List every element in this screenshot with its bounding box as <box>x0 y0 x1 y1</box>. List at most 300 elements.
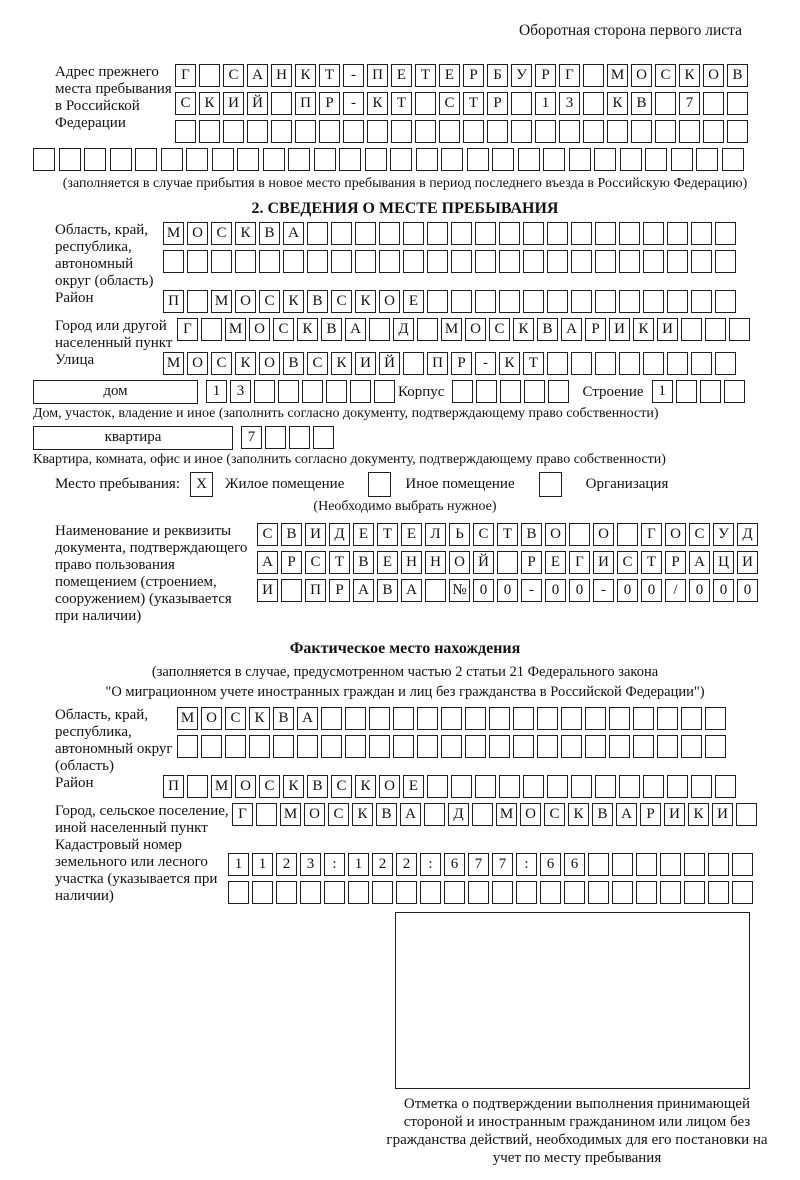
char-cell[interactable]: С <box>175 92 196 115</box>
char-cell[interactable] <box>265 426 286 449</box>
other-premises-checkbox[interactable] <box>368 472 391 497</box>
char-cell[interactable]: Р <box>585 318 606 341</box>
char-cell[interactable] <box>487 120 508 143</box>
char-cell[interactable] <box>451 290 472 313</box>
char-cell[interactable] <box>263 148 285 171</box>
char-cell[interactable] <box>403 250 424 273</box>
char-cell[interactable]: П <box>305 579 326 602</box>
char-cell[interactable]: А <box>257 551 278 574</box>
char-cell[interactable]: И <box>657 318 678 341</box>
char-cell[interactable]: О <box>379 775 400 798</box>
char-cell[interactable]: - <box>521 579 542 602</box>
char-cell[interactable]: И <box>223 92 244 115</box>
char-cell[interactable]: О <box>235 290 256 313</box>
char-cell[interactable] <box>513 707 534 730</box>
char-cell[interactable] <box>595 352 616 375</box>
char-cell[interactable]: - <box>343 64 364 87</box>
char-cell[interactable]: Н <box>401 551 422 574</box>
char-cell[interactable] <box>416 148 438 171</box>
char-cell[interactable]: Р <box>535 64 556 87</box>
char-cell[interactable]: О <box>631 64 652 87</box>
char-cell[interactable]: С <box>305 551 326 574</box>
char-cell[interactable]: И <box>355 352 376 375</box>
char-cell[interactable]: - <box>475 352 496 375</box>
char-cell[interactable]: 1 <box>652 380 673 403</box>
char-cell[interactable]: В <box>376 803 397 826</box>
char-cell[interactable] <box>297 735 318 758</box>
char-cell[interactable]: : <box>420 853 441 876</box>
char-cell[interactable]: Т <box>377 523 398 546</box>
char-cell[interactable] <box>256 803 277 826</box>
char-cell[interactable] <box>369 735 390 758</box>
char-cell[interactable]: В <box>592 803 613 826</box>
char-cell[interactable]: О <box>449 551 470 574</box>
char-cell[interactable]: 6 <box>444 853 465 876</box>
char-cell[interactable] <box>372 881 393 904</box>
char-cell[interactable]: 1 <box>535 92 556 115</box>
char-cell[interactable]: 2 <box>276 853 297 876</box>
char-cell[interactable] <box>273 735 294 758</box>
char-cell[interactable]: Т <box>497 523 518 546</box>
char-cell[interactable] <box>691 222 712 245</box>
char-cell[interactable] <box>732 881 753 904</box>
char-cell[interactable]: К <box>235 352 256 375</box>
char-cell[interactable] <box>467 148 489 171</box>
char-cell[interactable]: В <box>283 352 304 375</box>
char-cell[interactable]: Т <box>523 352 544 375</box>
char-cell[interactable] <box>321 735 342 758</box>
char-cell[interactable] <box>451 775 472 798</box>
apartment-box[interactable]: квартира <box>33 426 233 450</box>
char-cell[interactable] <box>703 120 724 143</box>
residential-checkbox[interactable]: X <box>190 472 213 497</box>
char-cell[interactable] <box>441 707 462 730</box>
char-cell[interactable] <box>425 579 446 602</box>
char-cell[interactable] <box>307 250 328 273</box>
char-cell[interactable] <box>537 735 558 758</box>
char-cell[interactable] <box>499 290 520 313</box>
char-cell[interactable]: К <box>679 64 700 87</box>
char-cell[interactable] <box>331 222 352 245</box>
char-cell[interactable] <box>289 426 310 449</box>
char-cell[interactable]: 0 <box>689 579 710 602</box>
char-cell[interactable] <box>667 250 688 273</box>
char-cell[interactable]: О <box>465 318 486 341</box>
char-cell[interactable]: М <box>163 222 184 245</box>
char-cell[interactable] <box>324 881 345 904</box>
char-cell[interactable]: О <box>665 523 686 546</box>
char-cell[interactable] <box>84 148 106 171</box>
char-cell[interactable]: Т <box>641 551 662 574</box>
char-cell[interactable] <box>633 707 654 730</box>
char-cell[interactable] <box>201 318 222 341</box>
char-cell[interactable] <box>424 803 445 826</box>
char-cell[interactable] <box>700 380 721 403</box>
char-cell[interactable] <box>619 775 640 798</box>
char-cell[interactable] <box>427 250 448 273</box>
char-cell[interactable]: Е <box>403 775 424 798</box>
char-cell[interactable] <box>643 775 664 798</box>
char-cell[interactable] <box>547 290 568 313</box>
char-cell[interactable]: 2 <box>396 853 417 876</box>
char-cell[interactable] <box>276 881 297 904</box>
char-cell[interactable] <box>547 775 568 798</box>
char-cell[interactable] <box>187 250 208 273</box>
char-cell[interactable]: К <box>352 803 373 826</box>
char-cell[interactable] <box>254 380 275 403</box>
char-cell[interactable]: 7 <box>468 853 489 876</box>
char-cell[interactable] <box>199 120 220 143</box>
char-cell[interactable]: М <box>163 352 184 375</box>
char-cell[interactable]: 7 <box>241 426 262 449</box>
char-cell[interactable]: К <box>513 318 534 341</box>
char-cell[interactable] <box>609 707 630 730</box>
char-cell[interactable]: С <box>259 290 280 313</box>
char-cell[interactable]: В <box>727 64 748 87</box>
char-cell[interactable] <box>201 735 222 758</box>
organization-checkbox[interactable] <box>539 472 562 497</box>
char-cell[interactable] <box>331 250 352 273</box>
char-cell[interactable]: О <box>304 803 325 826</box>
char-cell[interactable]: С <box>689 523 710 546</box>
char-cell[interactable]: В <box>377 579 398 602</box>
char-cell[interactable] <box>271 92 292 115</box>
char-cell[interactable] <box>321 707 342 730</box>
char-cell[interactable] <box>186 148 208 171</box>
char-cell[interactable]: С <box>328 803 349 826</box>
char-cell[interactable] <box>684 853 705 876</box>
char-cell[interactable] <box>228 881 249 904</box>
char-cell[interactable] <box>619 250 640 273</box>
char-cell[interactable]: Й <box>473 551 494 574</box>
char-cell[interactable] <box>571 290 592 313</box>
char-cell[interactable] <box>492 881 513 904</box>
char-cell[interactable]: Й <box>379 352 400 375</box>
char-cell[interactable] <box>705 735 726 758</box>
char-cell[interactable] <box>500 380 521 403</box>
char-cell[interactable]: 7 <box>492 853 513 876</box>
char-cell[interactable]: В <box>273 707 294 730</box>
char-cell[interactable]: : <box>516 853 537 876</box>
char-cell[interactable] <box>722 148 744 171</box>
char-cell[interactable]: 2 <box>372 853 393 876</box>
char-cell[interactable] <box>636 853 657 876</box>
char-cell[interactable]: 1 <box>228 853 249 876</box>
char-cell[interactable] <box>643 222 664 245</box>
char-cell[interactable] <box>427 222 448 245</box>
char-cell[interactable] <box>676 380 697 403</box>
char-cell[interactable]: Г <box>177 318 198 341</box>
char-cell[interactable] <box>365 148 387 171</box>
char-cell[interactable] <box>393 707 414 730</box>
char-cell[interactable]: Т <box>329 551 350 574</box>
char-cell[interactable]: Р <box>640 803 661 826</box>
char-cell[interactable] <box>465 735 486 758</box>
char-cell[interactable]: О <box>379 290 400 313</box>
char-cell[interactable] <box>499 250 520 273</box>
char-cell[interactable] <box>499 775 520 798</box>
char-cell[interactable] <box>607 120 628 143</box>
char-cell[interactable] <box>645 148 667 171</box>
char-cell[interactable] <box>727 120 748 143</box>
char-cell[interactable] <box>475 290 496 313</box>
char-cell[interactable] <box>691 352 712 375</box>
char-cell[interactable]: С <box>473 523 494 546</box>
char-cell[interactable] <box>249 735 270 758</box>
char-cell[interactable]: Г <box>569 551 590 574</box>
char-cell[interactable]: П <box>163 290 184 313</box>
char-cell[interactable] <box>671 148 693 171</box>
char-cell[interactable] <box>633 735 654 758</box>
char-cell[interactable]: К <box>355 775 376 798</box>
char-cell[interactable] <box>135 148 157 171</box>
char-cell[interactable]: А <box>297 707 318 730</box>
char-cell[interactable]: 3 <box>559 92 580 115</box>
char-cell[interactable]: П <box>295 92 316 115</box>
char-cell[interactable]: В <box>521 523 542 546</box>
char-cell[interactable] <box>417 735 438 758</box>
char-cell[interactable] <box>619 352 640 375</box>
char-cell[interactable] <box>475 222 496 245</box>
char-cell[interactable]: К <box>607 92 628 115</box>
char-cell[interactable]: П <box>427 352 448 375</box>
char-cell[interactable]: Ь <box>449 523 470 546</box>
char-cell[interactable]: Е <box>391 64 412 87</box>
char-cell[interactable] <box>561 735 582 758</box>
char-cell[interactable]: 6 <box>540 853 561 876</box>
char-cell[interactable]: В <box>281 523 302 546</box>
char-cell[interactable]: П <box>163 775 184 798</box>
char-cell[interactable] <box>691 290 712 313</box>
char-cell[interactable] <box>715 222 736 245</box>
char-cell[interactable] <box>736 803 757 826</box>
char-cell[interactable]: К <box>499 352 520 375</box>
char-cell[interactable]: Е <box>353 523 374 546</box>
char-cell[interactable] <box>655 120 676 143</box>
char-cell[interactable]: К <box>367 92 388 115</box>
char-cell[interactable] <box>472 803 493 826</box>
char-cell[interactable]: 6 <box>564 853 585 876</box>
char-cell[interactable]: Г <box>641 523 662 546</box>
char-cell[interactable]: С <box>223 64 244 87</box>
char-cell[interactable]: Л <box>425 523 446 546</box>
char-cell[interactable] <box>237 148 259 171</box>
char-cell[interactable]: Р <box>319 92 340 115</box>
char-cell[interactable]: В <box>259 222 280 245</box>
char-cell[interactable]: С <box>331 775 352 798</box>
char-cell[interactable]: 3 <box>230 380 251 403</box>
char-cell[interactable]: О <box>703 64 724 87</box>
char-cell[interactable]: К <box>283 775 304 798</box>
char-cell[interactable]: С <box>307 352 328 375</box>
char-cell[interactable] <box>177 735 198 758</box>
char-cell[interactable] <box>314 148 336 171</box>
char-cell[interactable] <box>393 735 414 758</box>
char-cell[interactable] <box>439 120 460 143</box>
char-cell[interactable] <box>561 707 582 730</box>
char-cell[interactable] <box>475 250 496 273</box>
char-cell[interactable] <box>715 352 736 375</box>
char-cell[interactable] <box>211 250 232 273</box>
char-cell[interactable] <box>667 775 688 798</box>
char-cell[interactable] <box>391 120 412 143</box>
char-cell[interactable] <box>655 92 676 115</box>
char-cell[interactable] <box>681 707 702 730</box>
char-cell[interactable]: Е <box>403 290 424 313</box>
char-cell[interactable] <box>355 222 376 245</box>
char-cell[interactable]: Г <box>232 803 253 826</box>
char-cell[interactable] <box>415 120 436 143</box>
char-cell[interactable] <box>403 222 424 245</box>
char-cell[interactable] <box>417 318 438 341</box>
char-cell[interactable]: М <box>211 775 232 798</box>
char-cell[interactable]: Н <box>271 64 292 87</box>
char-cell[interactable] <box>691 250 712 273</box>
char-cell[interactable] <box>319 120 340 143</box>
char-cell[interactable]: Р <box>487 92 508 115</box>
char-cell[interactable]: Ц <box>713 551 734 574</box>
char-cell[interactable] <box>569 523 590 546</box>
char-cell[interactable] <box>660 853 681 876</box>
char-cell[interactable] <box>225 735 246 758</box>
char-cell[interactable]: 1 <box>348 853 369 876</box>
char-cell[interactable] <box>451 250 472 273</box>
char-cell[interactable]: С <box>544 803 565 826</box>
char-cell[interactable] <box>660 881 681 904</box>
char-cell[interactable]: Д <box>737 523 758 546</box>
char-cell[interactable]: Д <box>393 318 414 341</box>
char-cell[interactable] <box>729 318 750 341</box>
char-cell[interactable]: К <box>295 64 316 87</box>
char-cell[interactable]: И <box>737 551 758 574</box>
char-cell[interactable]: К <box>331 352 352 375</box>
char-cell[interactable]: К <box>283 290 304 313</box>
char-cell[interactable]: А <box>689 551 710 574</box>
char-cell[interactable]: Т <box>391 92 412 115</box>
char-cell[interactable]: О <box>259 352 280 375</box>
char-cell[interactable] <box>247 120 268 143</box>
char-cell[interactable]: У <box>511 64 532 87</box>
char-cell[interactable]: Р <box>665 551 686 574</box>
char-cell[interactable] <box>339 148 361 171</box>
char-cell[interactable]: № <box>449 579 470 602</box>
char-cell[interactable]: М <box>496 803 517 826</box>
char-cell[interactable] <box>427 775 448 798</box>
char-cell[interactable] <box>326 380 347 403</box>
char-cell[interactable]: / <box>665 579 686 602</box>
char-cell[interactable] <box>492 148 514 171</box>
char-cell[interactable] <box>516 881 537 904</box>
char-cell[interactable] <box>403 352 424 375</box>
char-cell[interactable]: 7 <box>679 92 700 115</box>
char-cell[interactable] <box>212 148 234 171</box>
char-cell[interactable] <box>547 352 568 375</box>
char-cell[interactable] <box>594 148 616 171</box>
char-cell[interactable]: Е <box>439 64 460 87</box>
char-cell[interactable]: Т <box>463 92 484 115</box>
char-cell[interactable] <box>369 318 390 341</box>
char-cell[interactable]: С <box>259 775 280 798</box>
char-cell[interactable] <box>620 148 642 171</box>
char-cell[interactable] <box>595 222 616 245</box>
char-cell[interactable] <box>571 775 592 798</box>
char-cell[interactable] <box>537 707 558 730</box>
char-cell[interactable]: О <box>235 775 256 798</box>
char-cell[interactable]: С <box>273 318 294 341</box>
char-cell[interactable]: В <box>307 290 328 313</box>
char-cell[interactable]: Г <box>559 64 580 87</box>
char-cell[interactable] <box>463 120 484 143</box>
char-cell[interactable]: В <box>631 92 652 115</box>
char-cell[interactable]: К <box>568 803 589 826</box>
char-cell[interactable]: М <box>225 318 246 341</box>
char-cell[interactable]: О <box>593 523 614 546</box>
char-cell[interactable] <box>369 707 390 730</box>
char-cell[interactable] <box>571 352 592 375</box>
char-cell[interactable] <box>524 380 545 403</box>
char-cell[interactable]: К <box>235 222 256 245</box>
char-cell[interactable]: М <box>441 318 462 341</box>
char-cell[interactable]: М <box>280 803 301 826</box>
char-cell[interactable]: 1 <box>252 853 273 876</box>
char-cell[interactable]: Т <box>319 64 340 87</box>
char-cell[interactable]: 0 <box>473 579 494 602</box>
char-cell[interactable]: А <box>616 803 637 826</box>
char-cell[interactable] <box>523 250 544 273</box>
char-cell[interactable] <box>415 92 436 115</box>
char-cell[interactable]: К <box>249 707 270 730</box>
char-cell[interactable] <box>619 222 640 245</box>
char-cell[interactable]: - <box>593 579 614 602</box>
char-cell[interactable] <box>475 775 496 798</box>
char-cell[interactable]: М <box>211 290 232 313</box>
char-cell[interactable]: А <box>561 318 582 341</box>
char-cell[interactable] <box>163 250 184 273</box>
char-cell[interactable] <box>548 380 569 403</box>
char-cell[interactable] <box>307 222 328 245</box>
char-cell[interactable] <box>278 380 299 403</box>
char-cell[interactable]: С <box>489 318 510 341</box>
char-cell[interactable] <box>161 148 183 171</box>
char-cell[interactable] <box>476 380 497 403</box>
char-cell[interactable] <box>390 148 412 171</box>
char-cell[interactable]: А <box>345 318 366 341</box>
char-cell[interactable] <box>355 250 376 273</box>
char-cell[interactable] <box>259 250 280 273</box>
char-cell[interactable] <box>441 148 463 171</box>
char-cell[interactable]: В <box>353 551 374 574</box>
char-cell[interactable] <box>523 222 544 245</box>
char-cell[interactable] <box>588 853 609 876</box>
char-cell[interactable] <box>379 250 400 273</box>
char-cell[interactable] <box>313 426 334 449</box>
char-cell[interactable] <box>468 881 489 904</box>
char-cell[interactable]: О <box>201 707 222 730</box>
char-cell[interactable] <box>559 120 580 143</box>
char-cell[interactable]: С <box>655 64 676 87</box>
char-cell[interactable]: О <box>520 803 541 826</box>
char-cell[interactable]: И <box>664 803 685 826</box>
char-cell[interactable] <box>636 881 657 904</box>
char-cell[interactable]: 0 <box>545 579 566 602</box>
char-cell[interactable]: Н <box>425 551 446 574</box>
char-cell[interactable]: - <box>343 92 364 115</box>
char-cell[interactable]: 0 <box>497 579 518 602</box>
char-cell[interactable] <box>295 120 316 143</box>
char-cell[interactable]: П <box>367 64 388 87</box>
char-cell[interactable]: М <box>607 64 628 87</box>
char-cell[interactable] <box>497 551 518 574</box>
